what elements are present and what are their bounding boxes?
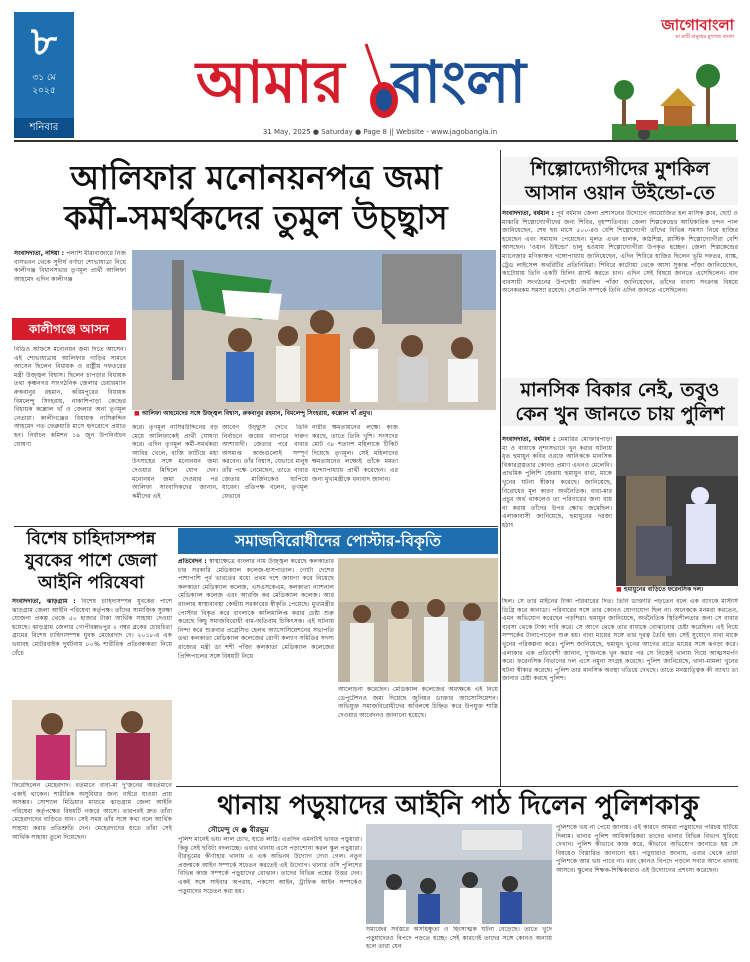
- right-story2-body: ছিল। সে তার মাইনের টাকা পরিবারের দিত। তিনি ডাক্তারি পড়তেন বলে এক ব্যাংকে মাস্টার্স ডিগ্রি করে কানাডা। পরিবারের সঙ্গে তার কোনও যোগাযোগ ছিল না। অনেককে মনমরা করতেন, এমন অভিযোগ করেছেন পড়শিরা। হুমায়ুন জানিয়েছে, অর্থনৈতিক স্থিতিশীলতার জন্য সে বাবার ব্যবসা থেকে টাকা দাবি করে। সে আগে থেকে তার বাবাকে বোঝানোর চেষ্টা করেছিল। এই নিয়ে সম্পর্কের টানাপোড়েন শুরু হয়। বাবা মায়ের সঙ্গে তার দূরত্ব তৈরি হয়। সেই সুযোগে বাবা মাকে খুনের পরিকল্পনা করে। পুলিশ জানিয়েছে, হুমায়ুন খুনের আগের রাতে মায়ের সঙ্গে ঝগড়া করে। এলাকার এক প্রতিবেশী জানান, দু'জনকে খুন করার পর সে নিজেই থানায় গিয়ে আত্মসমর্পণ করে। ফরেনসিক বিভাগের দল এসে নমুনা সংগ্রহ করেছে। পুলিশ জানিয়েছে, থানা-মামলা খুনের ঘটনা স্বীকার করেছে। পুলিশ তার মানসিক অবস্থা খতিয়ে দেখছে। তাতে মনস্তাত্ত্বিক কী ব্যাখ্যা তা জানার চেষ্টা করছে পুলিশ।: [502, 598, 738, 683]
- right-story2-headline: [502, 378, 738, 426]
- page-number: ৮: [31, 19, 57, 65]
- right-story2-lead: [502, 436, 612, 598]
- section-rule: [14, 526, 498, 527]
- right-story1-byline: সংবাদদাতা, বর্ধমান :: [502, 210, 554, 217]
- left-story2-photo: [12, 700, 172, 780]
- jago-bangla-title: জাগোবাংলা: [661, 16, 734, 34]
- bottom-story-col4: পুলিশকে ভয় না পেয়ে জানায়। এই কারণে আমরা পড়ুয়াদের পরিচয় ঘটিয়ে দিলাম। থানার পুলিশ আধিকারিকরা তাদের থানার বিভিন্ন বিভাগ ঘুরিয়ে দেখান। পুলিশ কীভাবে কাজ করে, কীভাবে অভিযোগ জানাতে হয় সে বিষয়েও বিস্তারিত জানানো হয়। পড়ুয়ারাও জানায়, এবার থেকে তারা পুলিশকে আর ভয় পাবে না। বরং কোনও বিপদে পড়লে সবার আগে থানায় আসবে। স্কুলের শিক্ষক-শিক্ষিকারাও এই উদ্যোগের প্রশংসা করেছেন।: [556, 824, 738, 874]
- main-story-photo: [132, 250, 496, 410]
- mid-story-body-text: স্বাস্থ্যক্ষেত্রে বাংলার নাম উজ্জ্বল করেছে কলকাতার চার সরকারি মেডিক্যাল কলেজ-হাসপাতাল। গোটা দেশের পাশাপাশি পূর্ব ভারতের মধ্যে প্রথম দশে জায়গা করে নিয়েছে কলকাতা মেডিক্যাল কলেজ, এসএসকেএম, কলকাতা ন্যাশনাল মেডিক্যাল কলেজ এবং আরজি কর মেডিক্যাল কলেজ। আর বাংলার স্বাস্থ্যব্যবস্থা কেন্দ্রীয় সরকারের স্বীকৃতি পেয়েছে। মুখ্যমন্ত্রীর পোস্টার বিকৃত করে বাংলাকে কালিমালিপ্ত করার চেষ্টা শুরু করেছে কিছু সমাজবিরোধী বাম-অতিবাম চিকিৎসক। এই ঘটনায় নিন্দা করে শুক্রবার প্রগ্রেসিভ হেলথ অ্যাসোসিয়েশনের সভাপতি তথা কলকাতা মেডিক্যাল কলেজের রোগী কল্যাণ সমিতির সদস্য রাজ্যের মন্ত্রী ডা শশী পাঁজা কলকাতা মেডিক্যাল কলেজের প্রিন্সিপালের সঙ্গে বিষয়টি নিয়ে: [178, 558, 334, 660]
- left-story2-headline-line2: যুবকের পাশে জেলা: [24, 551, 158, 571]
- main-story-col4: নারীর ক্ষমতায়নের লক্ষ্যে কাজ করছে, তাতে তিনি খুশি। সংসদের মোট ৩৮ শতাংশ মহিলাকে টিকিট দিয়েছে তৃণমূল। সেই মহিলাদের ক্ষমতায়নের লক্ষ্যেই তাঁকে মমতা বন্দ্যোপাধ্যায় প্রার্থী করেছেন। এর জন্য মুখ্যমন্ত্রীকে ধন্যবাদ জানান।: [312, 424, 398, 483]
- newspaper-logo: [196, 42, 556, 122]
- dateline: 31 May, 2025 ● Saturday ● Page 8 || Website - www.jagobangla.in: [262, 128, 498, 136]
- main-story-byline: সংবাদদাতা, নদিয়া :: [14, 250, 65, 257]
- bottom-story-byline: সৌমেন্দু দে ● বীরভূম: [208, 826, 269, 834]
- left-story2-headline: [12, 528, 170, 594]
- main-photo-caption-text: আলিফা আহমেদের সঙ্গে উজ্জ্বল বিশ্বাস, রুকবানুর রহমান, বিমলেন্দু সিংহরায়, কল্লোল খাঁ প্রমুখ।: [141, 410, 373, 417]
- jago-bangla-brand: [614, 16, 734, 42]
- right-story1-body: [502, 210, 738, 372]
- right-story2-byline: সংবাদদাতা, বর্ধমান :: [502, 436, 556, 443]
- right-story2-headline-line1: মানসিক বিকার নেই, তবুও: [520, 379, 720, 401]
- left-story2-headline-line1: বিশেষ চাহিদাসম্পন্ন: [26, 529, 156, 549]
- right-story2-photo: [616, 436, 738, 586]
- right-story1-body-text: পূর্ব বর্ধমান জেলা প্রশাসনের উদ্যোগে আয়োজিত হল মাসিক ক্লাব, ছোট ও মাঝারি শিল্পোদ্যোগীদের জন্য শিবির, বৃহস্পতিবার। জেলা শিল্পকেন্দ্রের আধিকারিক চন্দন পাল জানিয়েছেন, শেষ ছয় মাসে ৫০০-রও বেশি শিল্পোদ্যোগী তাঁদের বিভিন্ন সমস্যা নিয়ে হাজির হয়েছেন এবং সমাধান পেয়েছেন। মূলত এখন চালক, কাঠশিল্প, প্লাস্টিক শিল্পোদ্যোগীরা বেশি আসছেন। 'ওয়ান উইন্ডো' চালু হওয়ায় শিল্পোদ্যোগীরা উপকৃত হচ্ছেন। জেলা শিল্পকেন্দ্রের ম্যানেজার মণিকাঞ্চন গঙ্গোপাধ্যায় জানিয়েছেন, এদিন শিবিরে হাজির ছিলেন ভূমি দফতর, ব্যাঙ্ক, ট্রেড লাইসেন্স অথরিটির প্রতিনিধিরা। শিবিরে কাটোয়া থেকে আসা সুকান্ত পাঁজা জানিয়েছেন, কাটোয়ায় তিনি একটি চিলিং প্ল্যান্ট করতে চান। এদিন সেই বিষয়ে জানতে এসেছিলেন। বান ব্যবসায়ী সংগঠনের উপদেষ্টা অরবিন্দ পাঁজা জানিয়েছেন, তাঁদের ব্যবসা সংক্রান্ত বিষয়ে অনেকরকম সমস্যা রয়েছে। সেগুলি সম্পর্কে তিনি এদিন জানতে এসেছিলেন।: [502, 210, 738, 295]
- left-story2-body-text: বিশেষ চাহিদাসম্পন্ন যুবকের পাশে ঝাড়গ্রাম জেলা আইনি পরিষেবা কর্তৃপক্ষ। তাঁদের সামাজিক সুরক্ষা যোজনা প্রকল্প থেকে ৫০ হাজার টাকা আর্থিক সাহায্য দেওয়া হয়েছে। ঝাড়গ্রাম জেলার গোপীবল্লভপুর ২ নম্বর ব্লকের চোরচিতা গ্রামের বিশেষ চাহিদাসম্পন্ন যুবক মেহেরদাদ দে। ২০১৮-র এক ভয়াবহ মোটরবাইক দুর্ঘটনায় ৮০% শারীরিক প্রতিবন্ধকতা নিয়ে বেঁচে: [12, 598, 172, 657]
- main-story-col3: আবেগ উচ্ছ্বাস দেখে তিনি নির্বাচনে জয়ের ব্যাপারে দারুণ আশাবাদী। জেতার পরে বাবার অসমাপ্ত কাজগুলোই সম্পূর্ণ করবেন। তাঁর বিশ্বাস, যেভাবে মানুষ তাঁর পক্ষে নেমেছেন, তাতে বাবার জেতার মার্জিনকেও ছাপিয়ে যাবেন। প্রতিপক্ষ বলেন, তৃণমূল যেভাবে: [222, 424, 308, 500]
- mid-story-body: [178, 558, 334, 788]
- logo-text-left: আমার: [196, 48, 345, 116]
- bottom-story-photo: [366, 824, 552, 924]
- mid-story-headline: সমাজবিরোধীদের পোস্টার-বিকৃতি: [178, 528, 498, 554]
- main-story-photo-caption: ■ আলিফা আহমেদের সঙ্গে উজ্জ্বল বিশ্বাস, রুকবানুর রহমান, বিমলেন্দু সিংহরায়, কল্লোল খাঁ প্রমুখ।: [134, 410, 496, 418]
- mid-story-body2: আলোচনা করেছেন। মেডিক্যাল কলেজের অধ্যক্ষকে এই নিয়ে ডেপুটেশনও জমা দিয়েছে জুনিয়র ডাক্তার অ্যাসোসিয়েশন। অভিযুক্ত সমাজবিরোধীদের অবিলম্বে চিহ্নিত করে উপযুক্ত শাস্তি দেওয়ার আবেদনও জানানো হয়েছে।: [338, 686, 498, 719]
- main-headline: [14, 158, 498, 238]
- bottom-story-headline: থানায় পড়ুয়াদের আইনি পাঠ দিলেন পুলিশকাকু: [217, 791, 699, 821]
- mid-story-photo: [338, 558, 498, 682]
- right-story1-headline-line1: শিল্পোদ্যোগীদের মুশকিল: [530, 158, 710, 180]
- right-story1-headline-line2: আসান ওয়ান উইন্ডো-তে: [525, 182, 715, 204]
- main-story-col1: বিডিও অফিসে মনোনয়ন জমা দিতে আসেন। এই শোভাযাত্রায় আলিফার গাড়ির সামনে আসেন ছিলেন বিধায়ক ও রাষ্ট্রীয় দফতরের মন্ত্রী উজ্জ্বল বিশ্বাস। ছিলেন চাপড়ার বিধায়ক তথা কৃষ্ণনগর সাংগঠনিক জেলার চেয়ারম্যান রুকবানুর রহমান, করিমপুরের বিধায়ক বিমলেন্দু সিংহরায়, নাকাশিপাড়া কেন্দ্রের বিধায়ক কল্লোল খাঁ ও জেলার অন্য তৃণমূল নেতারা। কালীগঞ্জের বিধায়ক নাসিরুদ্দিন আহমেদ গত ফেব্রুয়ারি মাসে হৃদরোগে প্রয়াত হন। নির্বাচন কমিশন ১৯ জুন উপনির্বাচন ঘোষণা: [14, 346, 126, 448]
- right-story2-headline-line2: কেন খুন জানতে চায় পুলিশ: [515, 403, 725, 425]
- right-story2-lead-text: মেমারির মোক্তারপাড়া মা ও বাবাকে নৃশংসভাবে খুন করার ঘটনায় ধৃত হুমায়ুন কবির ওরফে আনিককে মানসিক বিকারগ্রস্ততার কোনও প্রমাণ এখনও মেলেনি। প্রাথমিক পুলিশি জেরায় হুমায়ুন বাবা, মাকে খুনের ঘটনা স্বীকার করেছে। জানিয়েছে, বিরোধের মূল কারণ অর্থনৈতিক। বাবা-মার প্রচুর অর্থ থাকলেও তা পরিবারের জন্য ব্যয় না করায় তাঁদের উপর ক্ষোভ জমেছিল। এলাকাবাসী জানিয়েছে, হুমায়ুনের দরজা হঠাৎ: [502, 436, 612, 529]
- left-story2-body2: ফিরেছিলেন মেহেরদাদ। বর্তমানে বাবা-মা দু'জনের অবর্তমানে একাই থাকেন। শারীরিক অসুবিধার জন্য বাইরে যাওয়া প্রায় অসম্ভব। সোশ্যাল মিডিয়ার মাধ্যমে ঝাড়গ্রাম জেলা আইনি পরিষেবা কর্তৃপক্ষের বিষয়টি নজরে আসে। তারপরই দ্রুত তাঁরা মেহেরদাদের বাড়িতে যান। সেই সময় তাঁর সঙ্গে কথা বলে আর্থিক সাহায্য করার প্রতিশ্রুতি দেন। মেহেরদাদের হাতে তাঁরা সেই আর্থিক সাহায্য তুলে দিয়েছেন।: [12, 782, 172, 841]
- left-story2-body: [12, 598, 172, 698]
- jago-bangla-tagline: মা মাটি মানুষের মুখপত্র বাংলা: [675, 34, 734, 40]
- weekday: শনিবার: [14, 118, 74, 138]
- bottom-section-rule: [176, 786, 738, 787]
- logo-text-right: বাংলা: [392, 48, 527, 116]
- column-divider: [500, 150, 501, 786]
- main-story-lead-text: পলাশি মীরাবাজারে নিজ বাসভবন থেকে সুদীর্ঘ বর্ণাঢ্য শোভাযাত্রা নিয়ে কালীগঞ্জ বিধানসভার তৃণমূল প্রার্থী আলিফা আহমেদ এদিন কালীগঞ্জ: [14, 250, 126, 283]
- main-story-subhead: কালীগঞ্জে আসন: [12, 318, 126, 340]
- mid-story-byline: প্রতিবেদন :: [178, 558, 207, 565]
- main-story-lead: [14, 250, 126, 316]
- main-story-col2: করে। তৃণমূল নাসিরউদ্দিনের বড় মেয়ে আলিফাকেই প্রার্থী ঘোষণা করে। এদিন তৃণমূল কর্মী-সমর্থকরা আবির খেলে, বাজি ফাটিয়ে মহা উৎসাহের সঙ্গে মনোনয়ন জমা দেওয়ার মিছিলে যোগ দেন। মনোনয়ন জমা দেওয়ার পর আলিফা সাংবাদিকদের জানান, কর্মীদের এই: [132, 424, 218, 500]
- masthead-rule: [14, 140, 738, 142]
- bottom-story-col3: সমাজের সর্বস্তরে অসহিষ্ণুতা ও হিংসাত্মক ঘটনা বেড়েছে। তাতে খুদে পড়ুয়াদেরও বিপদে পড়তে হচ্ছে। সেই কারণেই তাদের সঙ্গে কোনও অন্যায় হলে তারা যেন: [366, 926, 552, 951]
- main-headline-line2: কর্মী-সমর্থকদের তুমুল উচ্ছ্বাস: [64, 198, 448, 237]
- main-headline-line1: আলিফার মনোনয়নপত্র জমা: [70, 158, 442, 197]
- page-info-box: [14, 12, 74, 138]
- year: ২০২৫: [32, 86, 56, 96]
- right-story1-headline: [502, 157, 738, 205]
- rural-illustration-icon: [612, 48, 736, 142]
- date: ৩১ মে: [32, 73, 56, 83]
- bottom-story-col1: পুলিশ মানেই ভয়। লাল চোখ, হাতে লাঠি। এতদিন এমনটাই ভাবত পড়ুয়ারা। কিন্তু সেই ছবিটা বদলাচ্ছে। এবার থানায় এসে পড়াশোনা করল স্কুল পড়ুয়ারা। বীরভূমের কীর্ণাহার থানায় এ এক অভিনব উদ্যোগ দেখা গেল। নতুন প্রজন্মকে আইন সম্পর্কে সচেতন করতেই এই উদ্যোগ। থানার ওসি পুলিশের বিভিন্ন কাজ সম্পর্কে পড়ুয়াদের বোঝান। তাদের বিভিন্ন প্রশ্নের উত্তর দেন। একই সঙ্গে সাইবার অপরাধ, পকসো আইন, ট্রাফিক আইন সম্পর্কেও পড়ুয়াদের সচেতন করা হয়।: [178, 836, 362, 895]
- left-story2-headline-line3: আইনি পরিষেবা: [38, 573, 144, 593]
- left-story2-byline: সংবাদদাতা, ঝাড়গ্রাম :: [12, 598, 76, 605]
- right-story2-photo-caption: ■ হুমায়ুনের বাড়িতে ফরেনসিক দল।: [616, 586, 738, 594]
- right-story2-caption-text: হুমায়ুনের বাড়িতে ফরেনসিক দল।: [623, 586, 704, 593]
